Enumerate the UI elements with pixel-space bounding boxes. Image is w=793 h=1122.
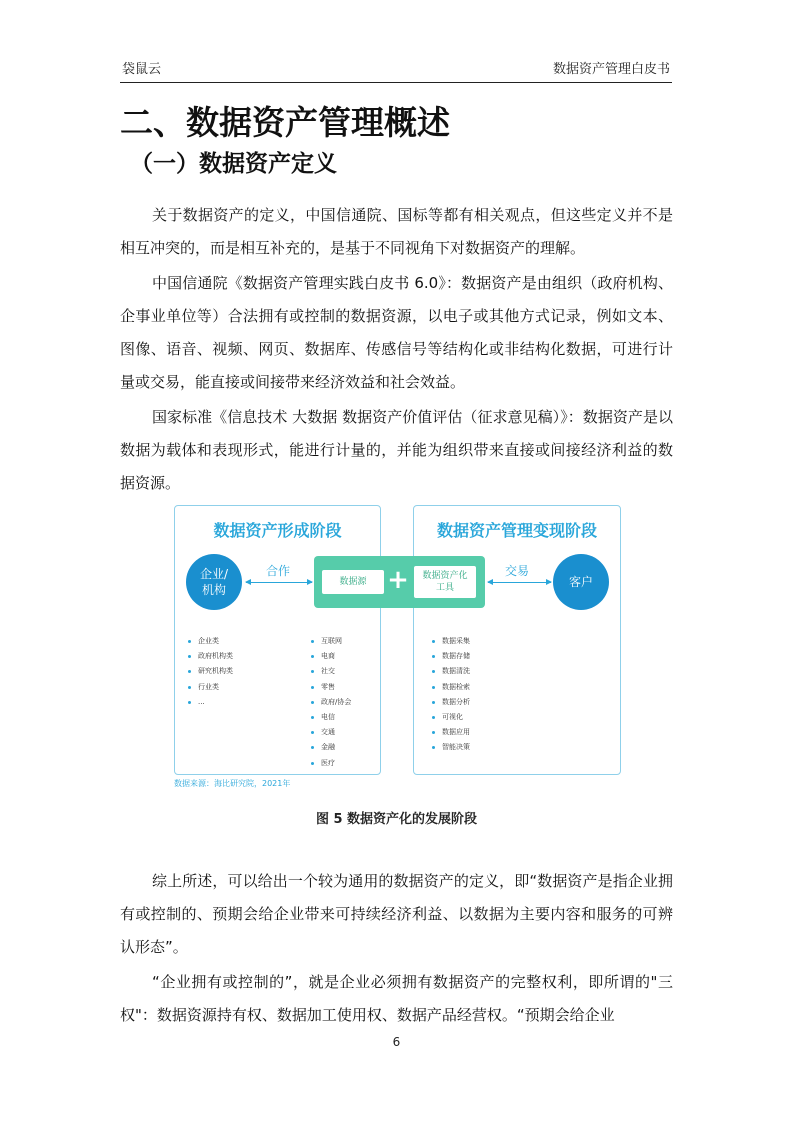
list-item: 数据采集: [432, 634, 470, 649]
trade-arrow: [488, 582, 551, 583]
list-item: 数据应用: [432, 725, 470, 740]
assetization-tool-box: [414, 566, 476, 598]
monetization-stage-title: 数据资产管理变现阶段: [436, 521, 597, 540]
data-source-box: [322, 570, 384, 594]
list-item: 企业类: [188, 634, 233, 649]
enterprise-label: 企业/ 机构: [199, 567, 229, 597]
trade-label: 交易: [505, 564, 530, 578]
data-source-label: 数据源: [339, 577, 367, 587]
organization-type-list: [188, 634, 233, 710]
industry-list: [311, 634, 351, 771]
list-item: 零售: [311, 680, 351, 695]
list-item: 金融: [311, 740, 351, 755]
header-company: 袋鼠云: [122, 62, 162, 77]
list-item: 互联网: [311, 634, 351, 649]
page-header: [120, 56, 672, 83]
list-item: 可视化: [432, 710, 470, 725]
list-item: 数据检索: [432, 680, 470, 695]
header-doc-title: 数据资产管理白皮书: [552, 62, 670, 77]
paragraph: 综上所述，可以给出一个较为通用的数据资产的定义，即“数据资产是指企业拥有或控制的、预期会给企业带来可持续经济利益、以数据为主要内容和服务的可辨认形态”。: [120, 872, 673, 956]
list-item: 研究机构类: [188, 664, 233, 679]
capability-list: [432, 634, 470, 756]
list-item: 电商: [311, 649, 351, 664]
list-item: 数据存储: [432, 649, 470, 664]
figure-caption: 图 5 数据资产化的发展阶段: [315, 812, 478, 827]
paragraph: 关于数据资产的定义，中国信通院、国标等都有相关观点，但这些定义并不是相互冲突的，而是相互补充的，是基于不同视角下对数据资产的理解。: [120, 206, 673, 257]
section-title: 二、数据资产管理概述: [120, 103, 450, 142]
customer-circle: [553, 554, 609, 610]
list-item: 社交: [311, 664, 351, 679]
list-item: ...: [188, 695, 233, 710]
figure-source: 数据来源：海比研究院，2021年: [174, 779, 291, 788]
cooperate-label: 合作: [266, 564, 291, 578]
customer-label: 客户: [568, 575, 593, 589]
list-item: 医疗: [311, 756, 351, 771]
page-number: 6: [392, 1035, 401, 1049]
formation-stage-title: 数据资产形成阶段: [213, 521, 342, 540]
paragraph: “企业拥有或控制的”，就是企业必须拥有数据资产的完整权利，即所谓的"三权"：数据资源持有权、数据加工使用权、数据产品经营权。“预期会给企业: [120, 973, 673, 1024]
list-item: 电信: [311, 710, 351, 725]
assetization-tool-label: 数据资产化 工具: [422, 571, 468, 593]
cooperate-arrow: [246, 582, 312, 583]
enterprise-circle: [186, 554, 242, 610]
list-item: 智能决策: [432, 740, 470, 755]
list-item: 交通: [311, 725, 351, 740]
list-item: 行业类: [188, 680, 233, 695]
list-item: 政府机构类: [188, 649, 233, 664]
list-item: 政府/协会: [311, 695, 351, 710]
plus-icon: +: [387, 565, 409, 595]
paragraph: 中国信通院《数据资产管理实践白皮书 6.0》：数据资产是由组织（政府机构、企事业单位等）合法拥有或控制的数据资源，以电子或其他方式记录，例如文本、图像、语音、视频、网页、数据库、传感信号等结构化或非结构化数据，可进行计量或交易，能直接或间接带来经济效益和社会效益。: [120, 274, 673, 391]
paragraph: 国家标准《信息技术 大数据 数据资产价值评估（征求意见稿）》：数据资产是以数据为载体和表现形式，能进行计量的，并能为组织带来直接或间接经济利益的数据资源。: [120, 408, 673, 492]
list-item: 数据分析: [432, 695, 470, 710]
list-item: 数据清洗: [432, 664, 470, 679]
subsection-title: （一）数据资产定义: [130, 151, 337, 177]
